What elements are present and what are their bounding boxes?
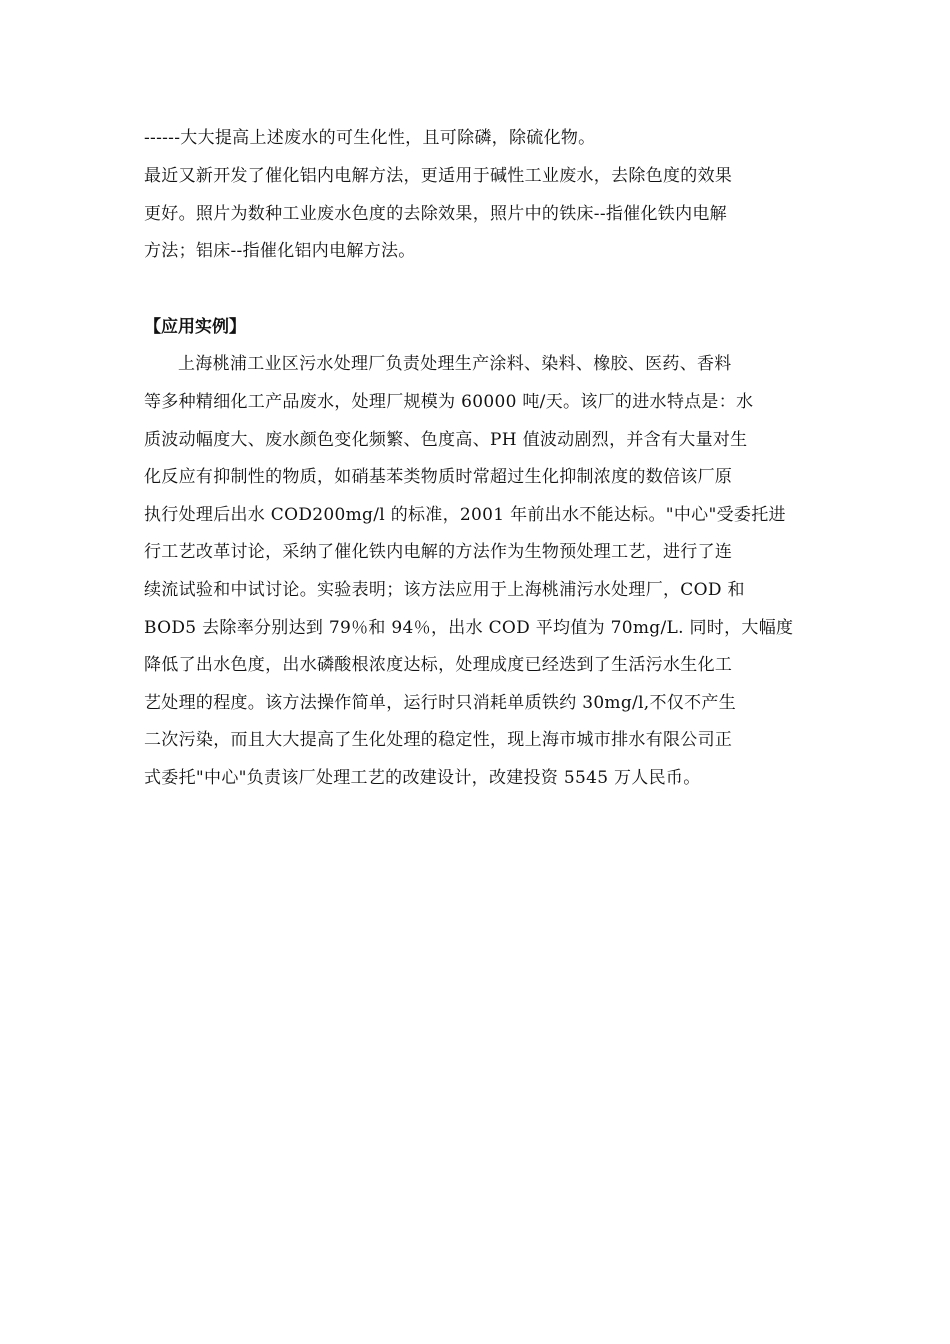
body-line-8: BOD5 去除率分别达到 79％和 94％，出水 COD 平均值为 70mg/L. 同时，大幅度 <box>144 617 794 638</box>
body-line-10: 艺处理的程度。该方法操作简单，运行时只消耗单质铁约 30mg/l,不仅不产生 <box>144 692 737 713</box>
body-line-5: 执行处理后出水 COD200mg/l 的标准，2001 年前出水不能达标。"中心"受委托进 <box>144 504 786 525</box>
body-line-6: 行工艺改革讨论，采纳了催化铁内电解的方法作为生物预处理工艺，进行了连 <box>144 542 733 563</box>
body-line-7: 续流试验和中试讨论。实验表明；该方法应用于上海桃浦污水处理厂，COD 和 <box>144 579 745 600</box>
section-heading: 【应用实例】 <box>144 316 246 337</box>
intro-line-3: 更好。照片为数种工业废水色度的去除效果，照片中的铁床--指催化铁内电解 <box>144 203 727 224</box>
section-body <box>144 346 810 797</box>
intro-line-1: ------大大提高上述废水的可生化性，且可除磷，除硫化物。 <box>144 128 596 148</box>
body-line-4: 化反应有抑制性的物质，如硝基苯类物质时常超过生化抑制浓度的数倍该厂原 <box>144 467 733 488</box>
body-line-2: 等多种精细化工产品废水，处理厂规模为 60000 吨/天。该厂的进水特点是：水 <box>144 391 754 412</box>
body-line-1: 上海桃浦工业区污水处理厂负责处理生产涂料、染料、橡胶、医药、香料 <box>178 354 732 375</box>
intro-line-4: 方法；铝床--指催化铝内电解方法。 <box>144 241 416 262</box>
body-line-11: 二次污染，而且大大提高了生化处理的稳定性，现上海市城市排水有限公司正 <box>144 730 733 751</box>
intro-paragraph <box>144 120 810 271</box>
body-line-12: 式委托"中心"负责该厂处理工艺的改建设计，改建投资 5545 万人民币。 <box>144 767 701 788</box>
intro-line-2: 最近又新开发了催化铝内电解方法，更适用于碱性工业废水，去除色度的效果 <box>144 166 733 186</box>
body-line-9: 降低了出水色度，出水磷酸根浓度达标，处理成度已经迭到了生活污水生化工 <box>144 655 733 676</box>
body-line-3: 质波动幅度大、废水颜色变化频繁、色度高、PH 值波动剧烈，并含有大量对生 <box>144 429 748 450</box>
document-page <box>144 120 810 798</box>
